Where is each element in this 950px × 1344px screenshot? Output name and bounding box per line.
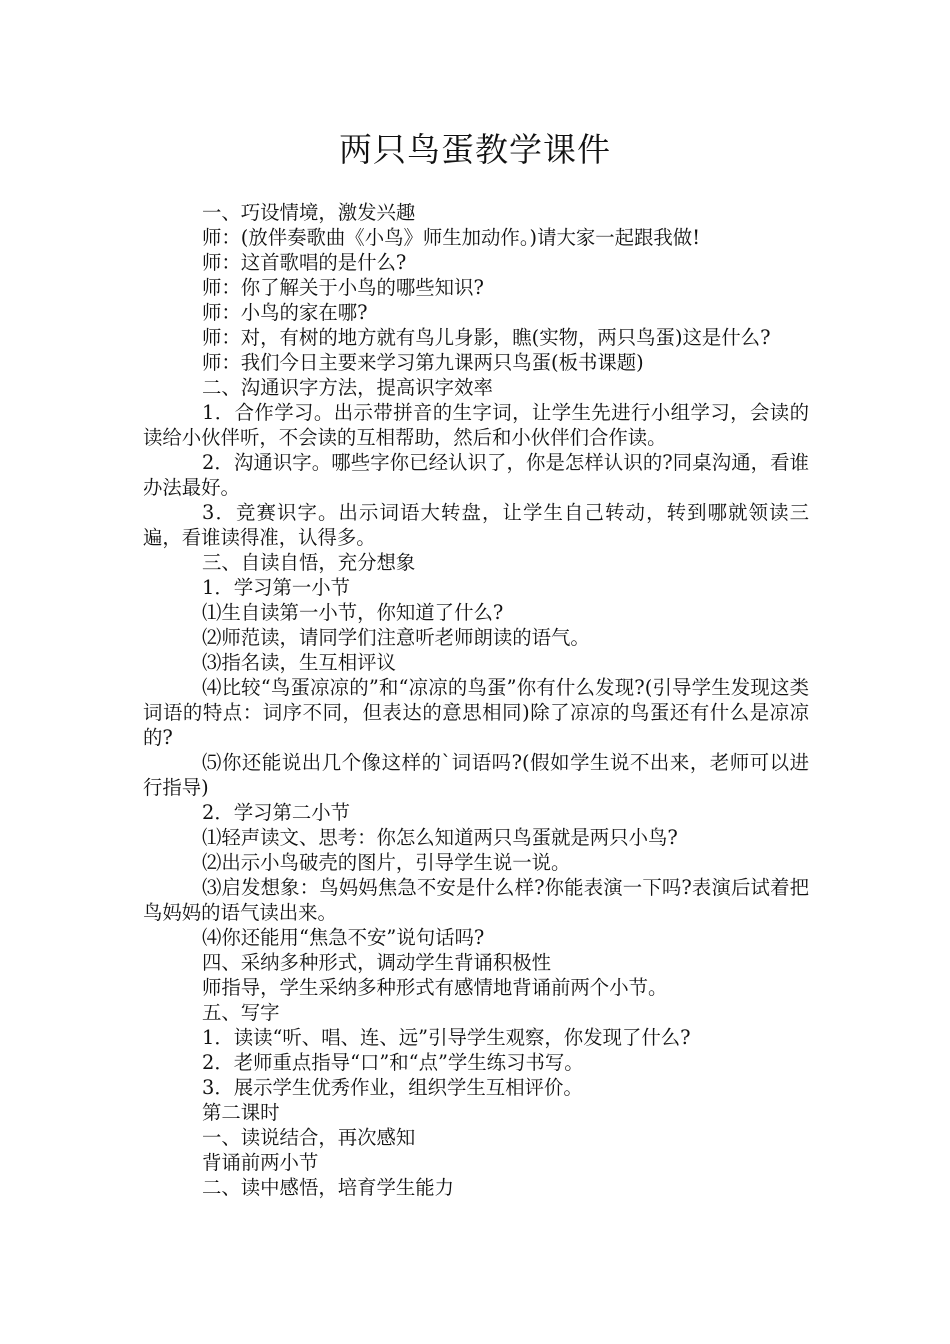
paragraph: 二、沟通识字方法，提高识字效率: [202, 376, 493, 399]
paragraph: 一、读说结合，再次感知: [202, 1126, 416, 1149]
paragraph: 二、读中感悟，培育学生能力: [202, 1176, 455, 1199]
paragraph: 1．合作学习。出示带拼音的生字词，让学生先进行小组学习，会读的读给小伙伴听，不会读的互相帮助，然后和小伙伴们合作读。: [143, 401, 809, 449]
document-body: [143, 200, 809, 1200]
paragraph: 3．展示学生优秀作业，组织学生互相评价。: [202, 1076, 583, 1099]
paragraph: 1．读读“听、唱、连、远”引导学生观察，你发现了什么?: [202, 1026, 691, 1049]
paragraph: 第二课时: [202, 1101, 280, 1124]
paragraph: 五、写字: [202, 1001, 280, 1024]
paragraph: ⑴生自读第一小节，你知道了什么?: [202, 601, 504, 624]
document-title: 两只鸟蛋教学课件: [339, 130, 611, 169]
paragraph: ⑵师范读，请同学们注意听老师朗读的语气。: [202, 626, 590, 649]
paragraph: ⑶启发想象：鸟妈妈焦急不安是什么样?你能表演一下吗?表演后试着把鸟妈妈的语气读出来。: [143, 876, 809, 924]
paragraph: 背诵前两小节: [202, 1151, 319, 1174]
paragraph: 3．竞赛识字。出示词语大转盘，让学生自己转动，转到哪就领读三遍，看谁读得准，认得多。: [143, 501, 809, 549]
paragraph: 2．学习第二小节: [202, 801, 351, 824]
paragraph: 师：我们今日主要来学习第九课两只鸟蛋(板书课题): [202, 351, 644, 374]
paragraph: ⑴轻声读文、思考：你怎么知道两只鸟蛋就是两只小鸟?: [202, 826, 678, 849]
paragraph: ⑷你还能用“焦急不安”说句话吗?: [202, 926, 485, 949]
paragraph: 1．学习第一小节: [202, 576, 351, 599]
paragraph: 师：这首歌唱的是什么?: [202, 251, 407, 274]
paragraph: 四、采纳多种形式，调动学生背诵积极性: [202, 951, 552, 974]
paragraph: 2．老师重点指导“口”和“点”学生练习书写。: [202, 1051, 584, 1074]
paragraph: ⑷比较“鸟蛋凉凉的”和“凉凉的鸟蛋”你有什么发现?(引导学生发现这类词语的特点：词序不同，但表达的意思相同)除了凉凉的鸟蛋还有什么是凉凉的?: [143, 676, 809, 749]
paragraph: 师指导，学生采纳多种形式有感情地背诵前两个小节。: [202, 976, 668, 999]
paragraph: 三、自读自悟，充分想象: [202, 551, 416, 574]
paragraph: 师：(放伴奏歌曲《小鸟》师生加动作。)请大家一起跟我做!: [202, 226, 700, 249]
paragraph: 2．沟通识字。哪些字你已经认识了，你是怎样认识的?同桌沟通，看谁办法最好。: [143, 451, 809, 499]
paragraph: ⑵出示小鸟破壳的图片，引导学生说一说。: [202, 851, 571, 874]
paragraph: 师：小鸟的家在哪?: [202, 301, 368, 324]
paragraph: ⑶指名读，生互相评议: [202, 651, 396, 674]
paragraph: ⑸你还能说出几个像这样的`词语吗?(假如学生说不出来，老师可以进行指导): [143, 751, 809, 799]
paragraph: 师：你了解关于小鸟的哪些知识?: [202, 276, 484, 299]
paragraph: 师：对，有树的地方就有鸟儿身影，瞧(实物，两只鸟蛋)这是什么?: [202, 326, 771, 349]
paragraph: 一、巧设情境，激发兴趣: [202, 201, 416, 224]
